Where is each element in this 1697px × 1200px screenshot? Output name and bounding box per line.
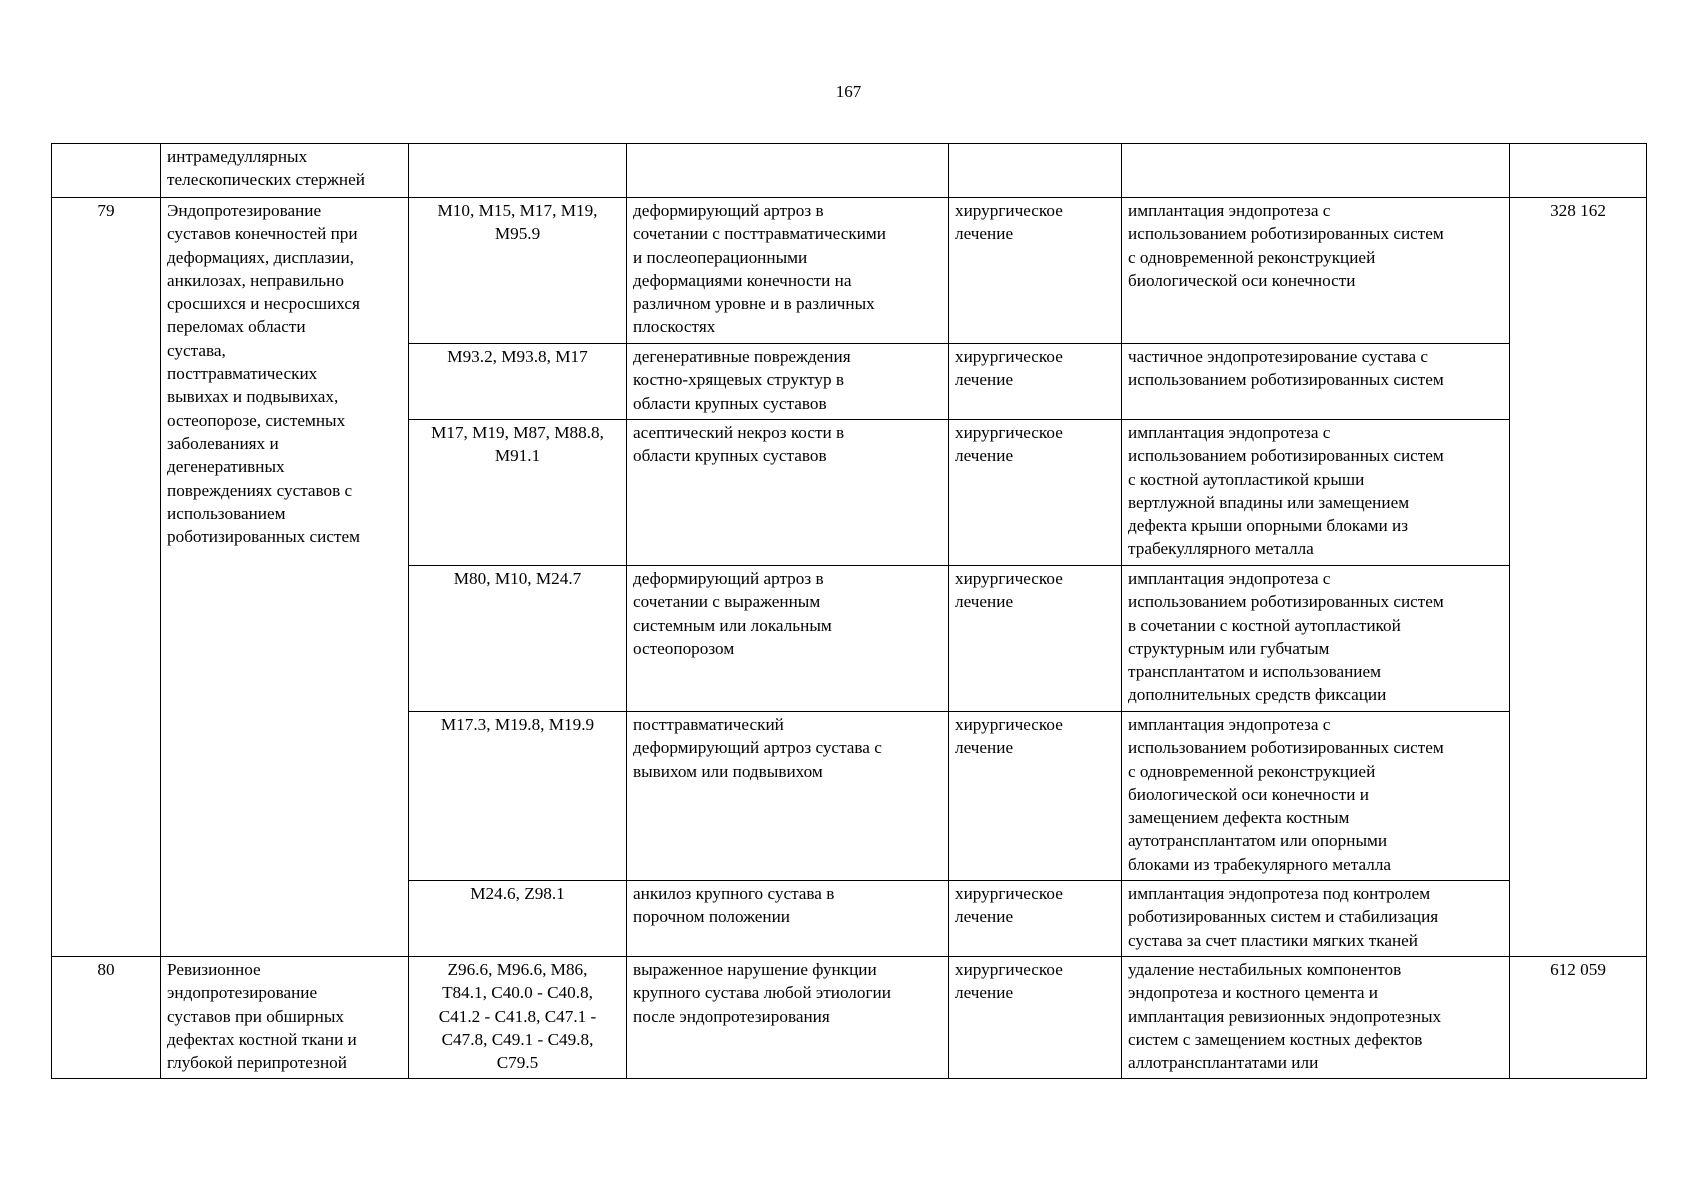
cell-treatment: хирургическое лечение: [949, 957, 1122, 1079]
cell-method: имплантация эндопротеза с использованием роботизированных систем с костной аутопластикой крыши вертлужной впадины или замещением дефекта крыши опорными блоками из трабекуллярного металла: [1122, 420, 1510, 566]
cell-codes: M17.3, M19.8, M19.9: [409, 712, 627, 881]
cell-method: удаление нестабильных компонентов эндопротеза и костного цемента и имплантация ревизионных эндопротезных систем с замещением костных дефектов аллотрансплантатами или: [1122, 957, 1510, 1079]
cell-price: 612 059: [1510, 957, 1647, 1079]
cell-treatment: хирургическое лечение: [949, 881, 1122, 957]
cell-number: 80: [52, 957, 161, 1079]
cell-treatment: хирургическое лечение: [949, 420, 1122, 566]
cell-price: 328 162: [1510, 198, 1647, 957]
table-row: [52, 198, 1647, 344]
cell-codes: [409, 144, 627, 198]
cell-diagnosis: [627, 144, 949, 198]
cell-treatment: хирургическое лечение: [949, 712, 1122, 881]
cell-codes: M10, M15, M17, M19, M95.9: [409, 198, 627, 344]
cell-number: 79: [52, 198, 161, 957]
cell-diagnosis: посттравматический деформирующий артроз сустава с вывихом или подвывихом: [627, 712, 949, 881]
cell-procedure-name: Эндопротезирование суставов конечностей при деформациях, дисплазии, анкилозах, неправильно сросшихся и несросшихся переломах области сустава, посттравматических вывихах и подвывихах, остеопорозе, системных заболеваниях и дегенеративных повреждениях суставов с использованием роботизированных систем: [161, 198, 409, 957]
cell-codes: Z96.6, M96.6, M86, T84.1, C40.0 - C40.8, C41.2 - C41.8, C47.1 - C47.8, C49.1 - C49.8, C79.5: [409, 957, 627, 1079]
cell-diagnosis: дегенеративные повреждения костно-хрящевых структур в области крупных суставов: [627, 344, 949, 420]
cell-diagnosis: деформирующий артроз в сочетании с посттравматическими и послеоперационными деформациями конечности на различном уровне и в различных плоскостях: [627, 198, 949, 344]
cell-diagnosis: асептический некроз кости в области крупных суставов: [627, 420, 949, 566]
cell-treatment: [949, 144, 1122, 198]
cell-codes: M80, M10, M24.7: [409, 566, 627, 712]
cell-method: имплантация эндопротеза под контролем роботизированных систем и стабилизация сустава за счет пластики мягких тканей: [1122, 881, 1510, 957]
cell-method: имплантация эндопротеза с использованием роботизированных систем с одновременной реконструкцией биологической оси конечности: [1122, 198, 1510, 344]
cell-method: частичное эндопротезирование сустава с использованием роботизированных систем: [1122, 344, 1510, 420]
cell-treatment: хирургическое лечение: [949, 198, 1122, 344]
cell-procedure-name: Ревизионное эндопротезирование суставов при обширных дефектах костной ткани и глубокой перипротезной: [161, 957, 409, 1079]
table-row-continuation: [52, 144, 1647, 198]
procedures-table: [51, 143, 1647, 1079]
cell-method: имплантация эндопротеза с использованием роботизированных систем в сочетании с костной аутопластикой структурным или губчатым трансплантатом и использованием дополнительных средств фиксации: [1122, 566, 1510, 712]
cell-diagnosis: анкилоз крупного сустава в порочном положении: [627, 881, 949, 957]
cell-method: имплантация эндопротеза с использованием роботизированных систем с одновременной реконструкцией биологической оси конечности и замещением дефекта костным аутотрансплантатом или опорными блоками из трабекулярного металла: [1122, 712, 1510, 881]
cell-treatment: хирургическое лечение: [949, 566, 1122, 712]
page-number: 167: [835, 82, 862, 101]
cell-codes: M24.6, Z98.1: [409, 881, 627, 957]
cell-procedure-name: интрамедуллярных телескопических стержней: [161, 144, 409, 198]
cell-codes: M93.2, M93.8, M17: [409, 344, 627, 420]
cell-diagnosis: выраженное нарушение функции крупного сустава любой этиологии после эндопротезирования: [627, 957, 949, 1079]
cell-method: [1122, 144, 1510, 198]
cell-price: [1510, 144, 1647, 198]
cell-number: [52, 144, 161, 198]
table-row: [52, 957, 1647, 1079]
cell-codes: M17, M19, M87, M88.8, M91.1: [409, 420, 627, 566]
cell-treatment: хирургическое лечение: [949, 344, 1122, 420]
cell-diagnosis: деформирующий артроз в сочетании с выраженным системным или локальным остеопорозом: [627, 566, 949, 712]
